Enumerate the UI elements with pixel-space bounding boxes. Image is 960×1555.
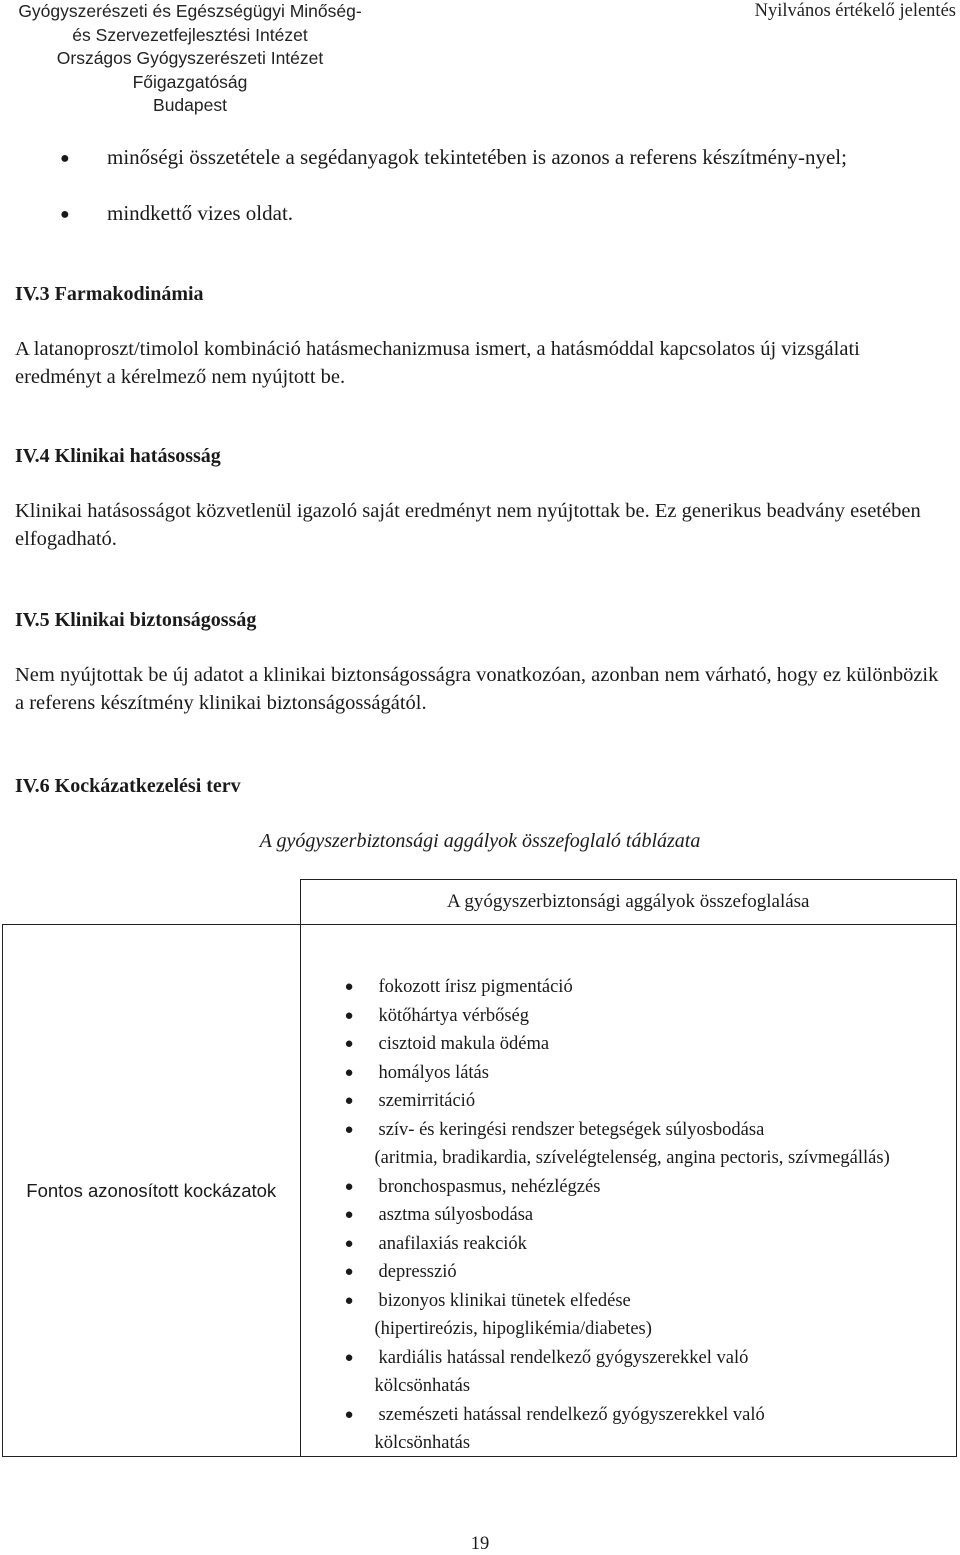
risk-summary-table: [2, 879, 957, 1457]
risk-text: fokozott írisz pigmentáció: [378, 977, 573, 997]
risk-text: kötőhártya vérbőség: [378, 1005, 530, 1026]
risk-text: depresszió: [378, 1262, 457, 1282]
section-text-biztonsagossag: Nem nyújtottak be új adatot a klinikai biztonságosságra vonatkozóan, azonban nem várható, hogy ez különbözik a referens készítmény klinikai biztonságosságától.: [15, 664, 939, 714]
risk-text: szemészeti hatással rendelkező gyógyszerekkel való: [378, 1404, 765, 1425]
risk-text: cisztoid makula ödéma: [378, 1034, 550, 1054]
risk-item: [301, 1173, 957, 1202]
bullet-icon: ●: [344, 1264, 354, 1280]
risk-text: bronchospasmus, nehézlégzés: [378, 1176, 601, 1197]
header-line: és Szervezetfejlesztési Intézet: [72, 24, 308, 45]
table-header: A gyógyszerbiztonsági aggályok összefoglalása: [300, 880, 957, 925]
header-report-type: Nyilvános értékelő jelentés: [754, 1, 956, 21]
section-text-farmakodinamia: A latanoproszt/timolol kombináció hatásmechanizmusa ismert, a hatásmóddal kapcsolatos új vizsgálati eredményt a kérelmező nem nyújtott be.: [15, 338, 860, 388]
bullet-icon: ●: [344, 1235, 354, 1252]
header-line: Budapest: [153, 95, 227, 115]
risk-item: [301, 1002, 957, 1031]
section-heading-farmakodinamia: IV.3 Farmakodinámia: [15, 283, 204, 305]
risk-text: asztma súlyosbodása: [378, 1205, 534, 1225]
bullet-icon: ●: [60, 206, 70, 223]
bullet-icon: ●: [344, 1349, 354, 1366]
page-number: 19: [470, 1534, 490, 1554]
risk-subtext: kölcsönhatás: [374, 1376, 471, 1396]
header-line: Gyógyszerészeti és Egészségügyi Minőség-: [18, 1, 362, 21]
bullet-icon: ●: [344, 1093, 354, 1109]
list-item: mindkettő vizes oldat.: [107, 201, 294, 225]
section-heading-hatasossag: IV.4 Klinikai hatásosság: [15, 445, 221, 467]
bullet-icon: ●: [344, 1178, 354, 1195]
risk-text: homályos látás: [378, 1062, 489, 1083]
risk-subtext: kölcsönhatás: [374, 1433, 471, 1453]
bullet-icon: ●: [344, 1292, 354, 1309]
bullet-icon: ●: [60, 150, 70, 167]
risk-list: [301, 973, 957, 1458]
risk-item: [301, 1230, 957, 1259]
risk-text: szív- és keringési rendszer betegségek súlyosbodása: [378, 1119, 765, 1140]
risk-item: [301, 1258, 957, 1287]
risk-item: [301, 1087, 957, 1116]
bullet-icon: ●: [344, 1406, 354, 1423]
risk-item: [301, 1116, 957, 1173]
risk-item: [301, 973, 957, 1002]
table-caption: A gyógyszerbiztonsági aggályok összefoglaló táblázata: [259, 830, 701, 852]
risk-subtext: (aritmia, bradikardia, szívelégtelenség, angina pectoris, szívmegállás): [374, 1148, 890, 1168]
risk-text: szemirritáció: [378, 1091, 476, 1111]
risk-list-cell: [300, 925, 957, 1457]
empty-corner-cell: [3, 880, 301, 925]
risk-item: [301, 1287, 957, 1344]
risk-text: kardiális hatással rendelkező gyógyszerekkel való: [378, 1347, 749, 1368]
risk-item: [301, 1344, 957, 1401]
bullet-icon: ●: [344, 1064, 354, 1081]
risk-item: [301, 1030, 957, 1059]
risk-item: [301, 1201, 957, 1230]
section-text-hatasossag: Klinikai hatásosságot közvetlenül igazoló saját eredményt nem nyújtottak be. Ez generikus beadvány esetében elfogadható.: [15, 500, 921, 550]
bullet-icon: ●: [344, 979, 354, 995]
risk-item: [301, 1059, 957, 1088]
risk-subtext: (hipertireózis, hipoglikémia/diabetes): [374, 1319, 652, 1339]
bullet-icon: ●: [344, 1036, 354, 1052]
bullet-icon: ●: [344, 1007, 354, 1024]
section-heading-biztonsagossag: IV.5 Klinikai biztonságosság: [15, 609, 257, 631]
section-heading-kockazat: IV.6 Kockázatkezelési terv: [15, 775, 241, 797]
header-line: Országos Gyógyszerészeti Intézet: [56, 48, 324, 68]
bullet-icon: ●: [344, 1207, 354, 1223]
row-label: Fontos azonosított kockázatok: [3, 925, 301, 1457]
list-item: minőségi összetétele a segédanyagok tekintetében is azonos a referens készítmény-nyel;: [107, 145, 847, 169]
risk-item: [301, 1401, 957, 1458]
header-institution: [0, 0, 380, 118]
bullet-icon: ●: [344, 1121, 354, 1138]
risk-text: anafilaxiás reakciók: [378, 1233, 527, 1254]
risk-text: bizonyos klinikai tünetek elfedése: [378, 1290, 631, 1311]
header-line: Főigazgatóság: [132, 71, 248, 92]
